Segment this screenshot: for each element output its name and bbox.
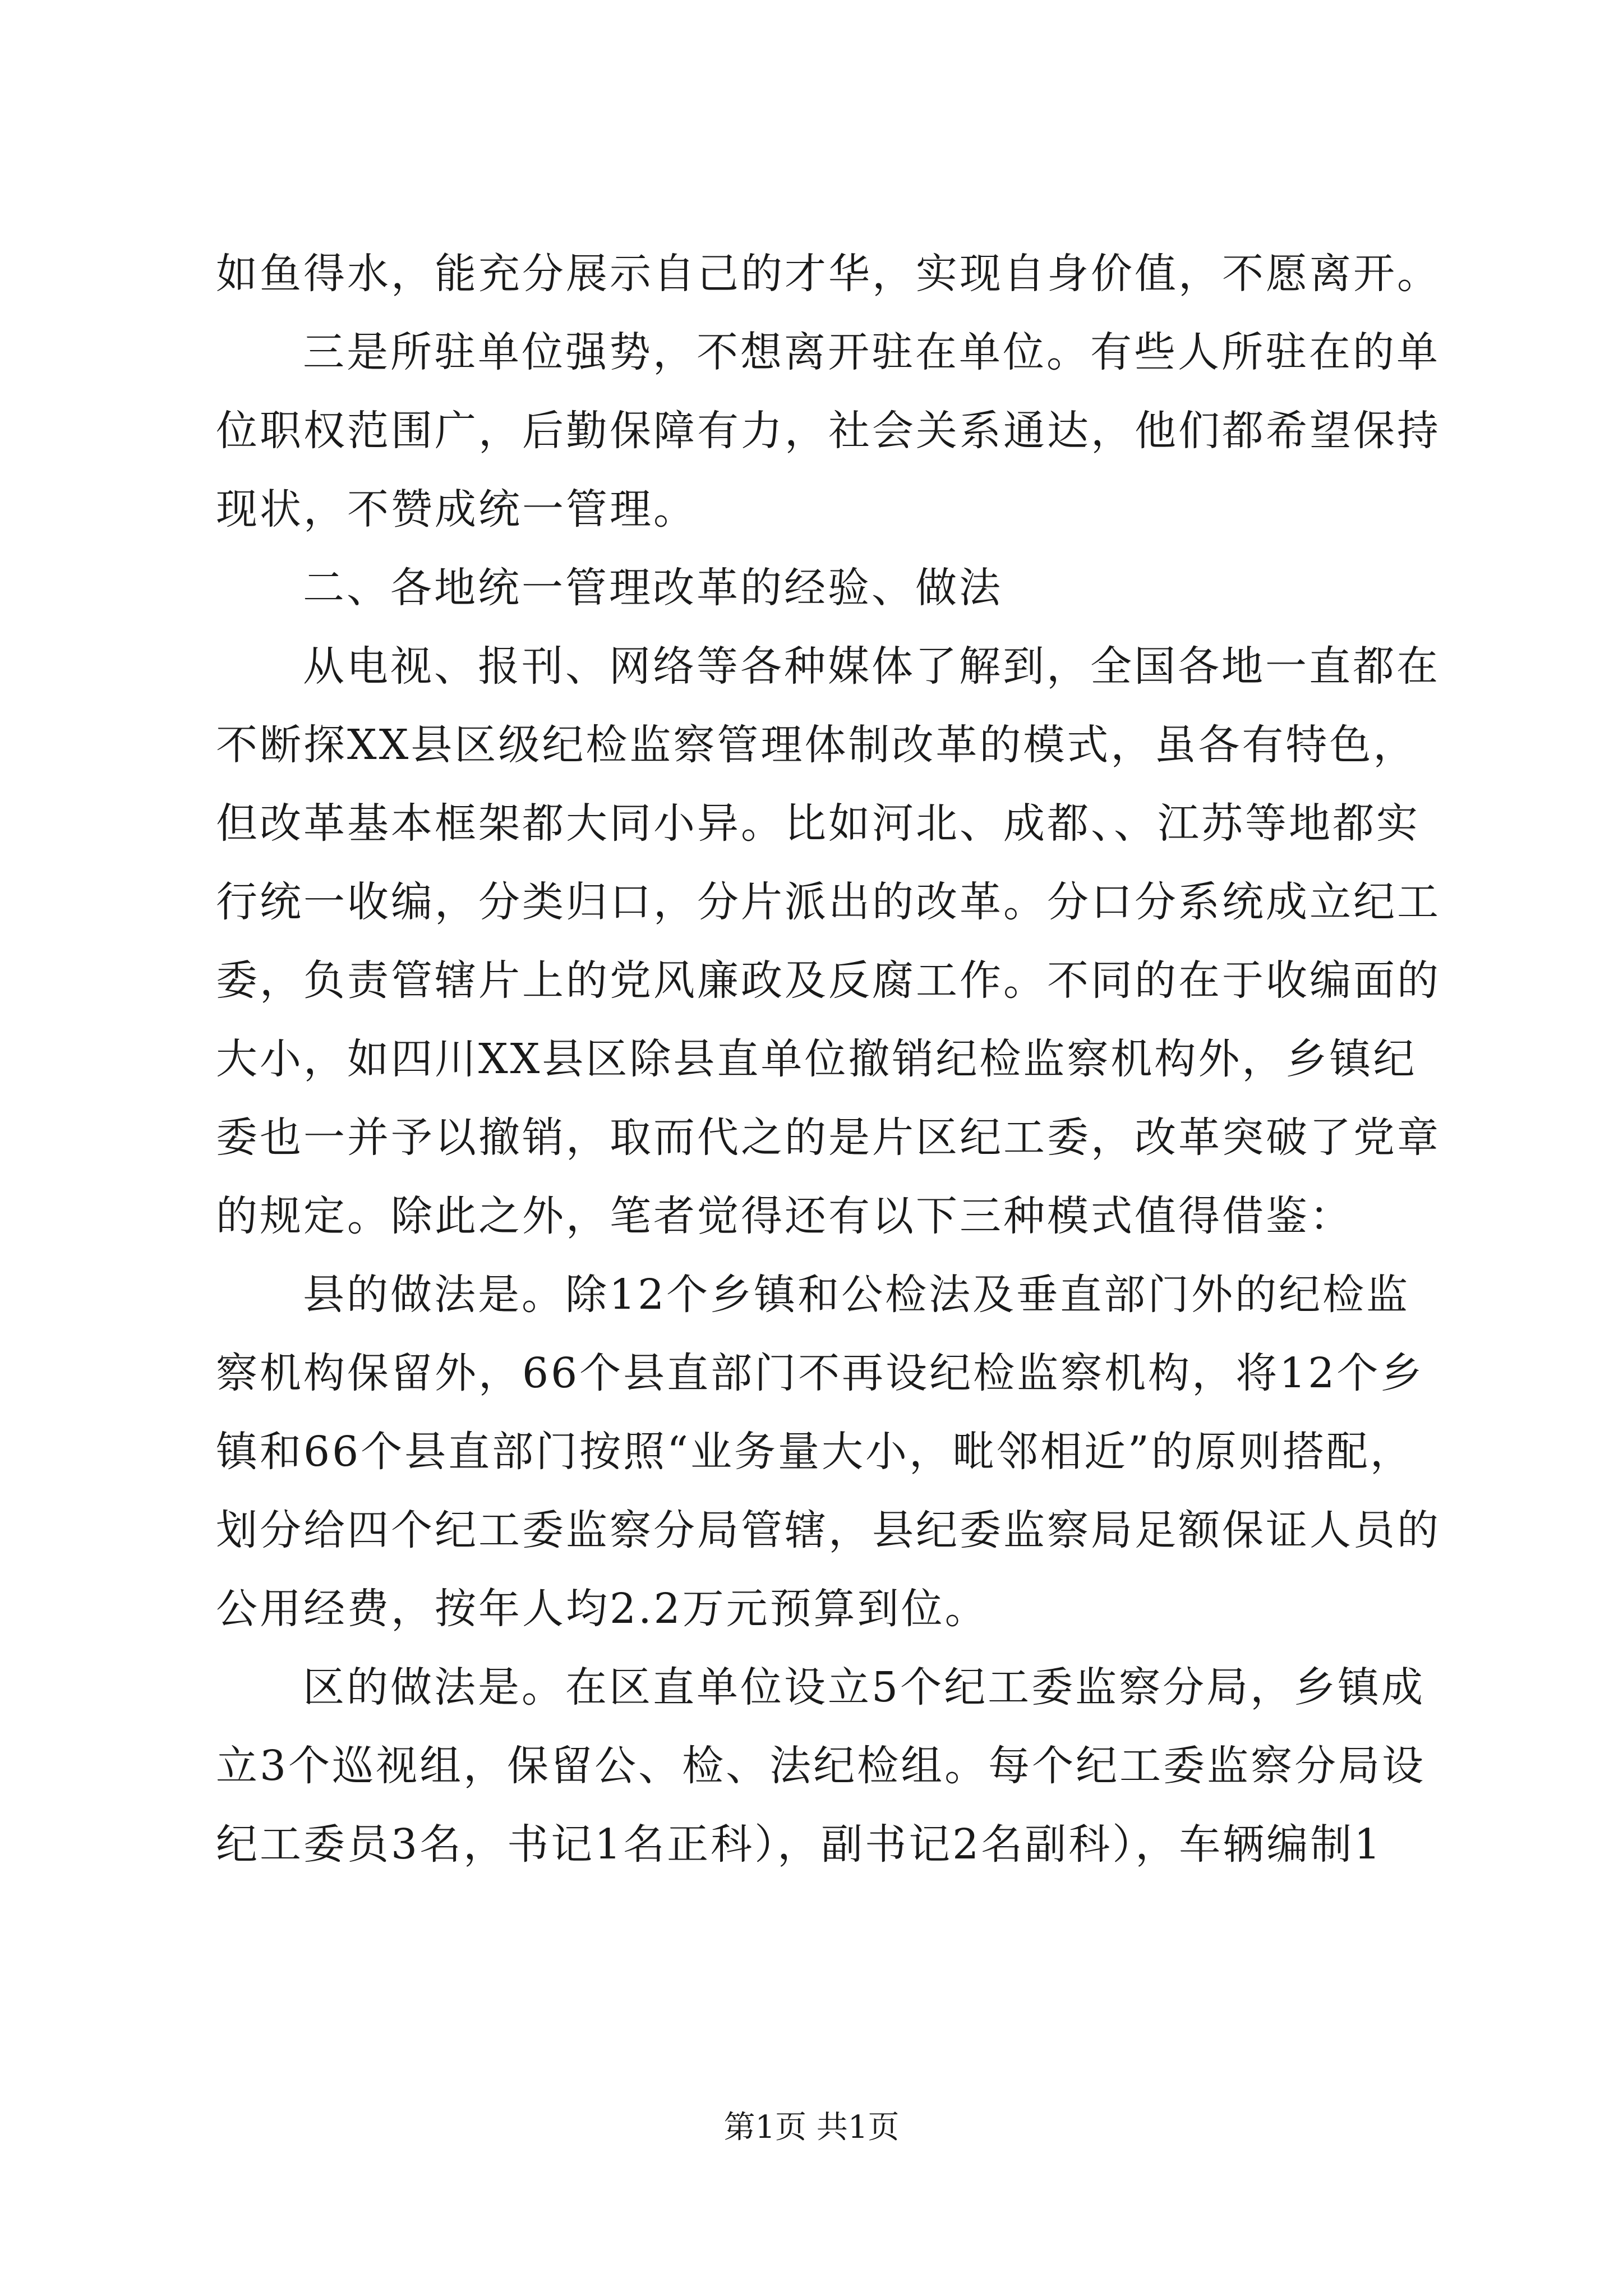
text-line: 委也一并予以撤销，取而代之的是片区纪工委，改革突破了党章 [216, 1114, 1441, 1162]
text-line: 纪工委员3名，书记1名正科），副书记2名副科），车辆编制1 [216, 1820, 1383, 1869]
text-line: 立3个巡视组，保留公、检、法纪检组。每个纪工委监察分局设 [216, 1742, 1426, 1790]
text-line: 的规定。除此之外，笔者觉得还有以下三种模式值得借鉴： [216, 1192, 1353, 1240]
text-line: 划分给四个纪工委监察分局管辖，县纪委监察局足额保证人员的 [216, 1506, 1441, 1554]
text-line: 委，负责管辖片上的党风廉政及反腐工作。不同的在于收编面的 [216, 956, 1441, 1005]
text-line: 察机构保留外，66个县直部门不再设纪检监察机构，将12个乡 [216, 1349, 1424, 1397]
text-line: 县的做法是。除12个乡镇和公检法及垂直部门外的纪检监 [303, 1271, 1410, 1319]
text-line: 不断探XX县区级纪检监察管理体制改革的模式，虽各有特色， [216, 721, 1417, 769]
text-line: 从电视、报刊、网络等各种媒体了解到，全国各地一直都在 [303, 642, 1440, 691]
text-line: 如鱼得水，能充分展示自己的才华，实现自身价值，不愿离开。 [216, 250, 1441, 298]
text-line: 现状，不赞成统一管理。 [216, 485, 697, 533]
text-line: 行统一收编，分类归口，分片派出的改革。分口分系统成立纪工 [216, 878, 1441, 926]
section-heading: 二、各地统一管理改革的经验、做法 [303, 564, 1003, 612]
document-body [216, 247, 1441, 1896]
text-line: 大小，如四川XX县区除县直单位撤销纪检监察机构外，乡镇纪 [216, 1035, 1417, 1083]
text-line: 区的做法是。在区直单位设立5个纪工委监察分局，乡镇成 [303, 1663, 1426, 1711]
text-line: 公用经费，按年人均2.2万元预算到位。 [216, 1585, 989, 1633]
text-line: 镇和66个县直部门按照“业务量大小，毗邻相近”的原则搭配， [216, 1428, 1414, 1476]
text-line: 但改革基本框架都大同小异。比如河北、成都、、江苏等地都实 [216, 799, 1420, 848]
text-line: 三是所驻单位强势，不想离开驻在单位。有些人所驻在的单 [303, 328, 1440, 376]
text-line: 位职权范围广，后勤保障有力，社会关系通达，他们都希望保持 [216, 407, 1441, 455]
page-number-label: 第1页 共1页 [723, 2109, 900, 2146]
page-footer [0, 2108, 1623, 2147]
